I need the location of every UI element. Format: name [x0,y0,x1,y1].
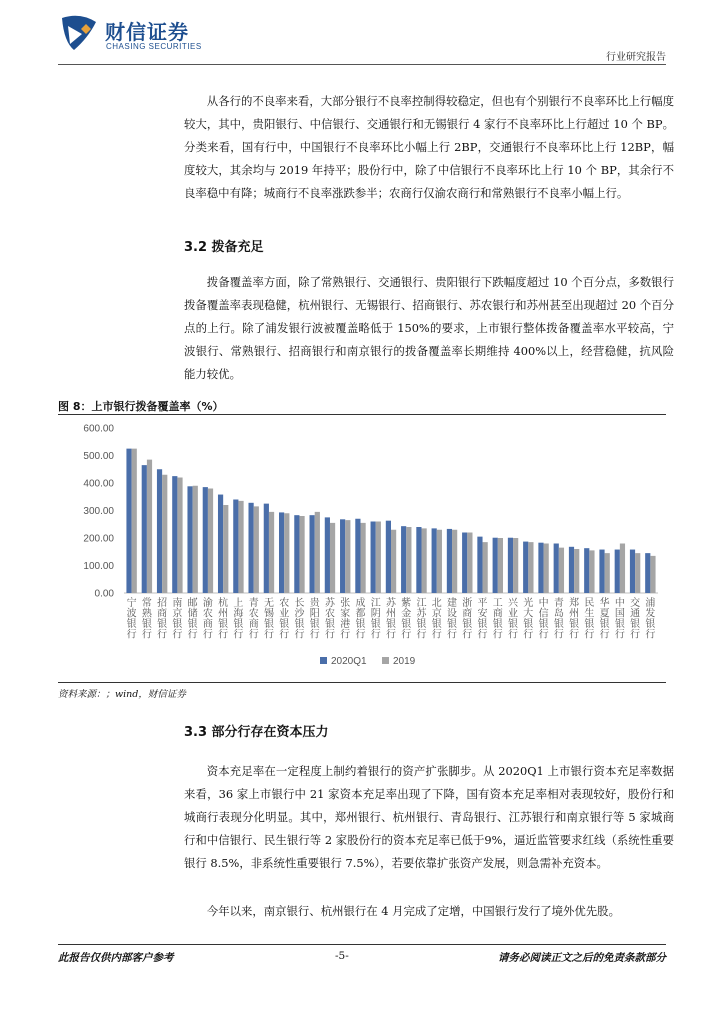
x-tick-label: 平安银行 [477,598,488,641]
bar-2020q1 [157,469,162,593]
bar-2019 [452,530,457,593]
x-tick-label: 贵阳银行 [309,598,320,641]
bar-2020q1 [493,538,498,593]
bar-2020q1 [432,528,437,593]
bar-2019 [315,512,320,593]
paragraph-capital-raising: 今年以来，南京银行、杭州银行在 4 月完成了定增，中国银行发行了境外优先股。 [206,904,620,918]
bar-2020q1 [310,515,315,593]
x-tick-label: 交通银行 [630,598,641,641]
bar-2019 [238,501,243,593]
x-tick-label: 工商银行 [492,598,503,641]
x-tick-label: 邮储银行 [187,598,198,641]
report-type-label: 行业研究报告 [606,52,666,63]
bar-2020q1 [325,517,330,593]
bar-2019 [147,460,152,593]
bar-2020q1 [569,547,574,593]
bar-2020q1 [187,486,192,593]
bar-2019 [208,489,213,594]
bar-2020q1 [142,465,147,593]
section-heading-provision: 3.2 拨备充足 [184,240,264,255]
paragraph-capital-adequacy: 资本充足率在一定程度上制约着银行的资产扩张脚步。从 2020Q1 上市银行资本充足率数据来看，36 家上市银行中 21 家资本充足率出现了下降，国有资本充足率相对表现较好，股份行和城商行表现分化明显。其中，郑州银行、杭州银行、青岛银行、江苏银行和南京银行等 5 家城商行和中信银行、民生银行等 2 家股份行的资本充足率已低于9%，逼近监管要求红线（系统性重要银行 8.5%，非系统性重要银行 7.5%），若要依靠扩张资产发展，则急需补充资本。 [184,764,674,870]
x-tick-label: 渝农商行 [202,598,213,641]
bar-2020q1 [599,550,604,593]
bar-2019 [269,512,274,593]
header-divider [58,64,666,65]
x-tick-label: 南京银行 [172,598,183,641]
footer-divider [58,944,666,945]
x-tick-label: 张家港行 [340,598,351,641]
bar-2019 [528,542,533,593]
bar-2019 [254,506,259,593]
x-tick-label: 北京银行 [431,598,442,641]
bar-2020q1 [584,548,589,593]
bar-2020q1 [203,487,208,593]
footer-disclaimer: 此报告仅供内部客户参考 [58,952,174,964]
x-tick-label: 兴业银行 [508,598,519,641]
figure-source: 资料来源：；wind，财信证券 [58,689,186,700]
legend-swatch-2019 [382,657,389,664]
bar-2019 [177,478,182,594]
x-tick-label: 长沙银行 [294,598,305,641]
bar-2020q1 [386,521,391,593]
bar-2020q1 [477,537,482,593]
bar-2019 [635,553,640,593]
bar-2019 [605,553,610,593]
x-tick-label: 江阴银行 [370,598,381,641]
x-tick-label: 中信银行 [538,598,549,641]
bar-2020q1 [264,504,269,593]
bar-2019 [132,449,137,593]
bar-2020q1 [447,529,452,593]
x-tick-label: 无锡银行 [263,598,274,641]
bar-2020q1 [248,503,253,593]
bar-2019 [299,516,304,593]
x-tick-label: 杭州银行 [218,598,229,641]
section-heading-capital: 3.3 部分行存在资本压力 [184,725,329,740]
bar-2020q1 [554,544,559,594]
bar-2020q1 [538,543,543,593]
x-tick-label: 成都银行 [355,598,366,641]
bar-2019 [544,544,549,594]
bar-2019 [391,530,396,593]
bar-2019 [559,548,564,593]
logo-english-name: CHASING SECURITIES [106,42,202,51]
bar-2019 [513,538,518,593]
bar-2020q1 [371,522,376,594]
bar-2020q1 [279,512,284,593]
bar-2019 [193,486,198,593]
x-tick-label: 建设银行 [447,598,458,641]
bar-2020q1 [294,515,299,593]
x-tick-label: 上海银行 [233,598,244,641]
bar-2019 [620,544,625,594]
x-tick-label: 中国银行 [614,598,625,641]
bar-2020q1 [630,550,635,593]
bar-2020q1 [172,476,177,593]
bar-2019 [330,523,335,593]
x-tick-label: 招商银行 [157,598,168,641]
y-tick-label: 500.00 [83,451,114,462]
x-tick-label: 浦发银行 [645,598,656,641]
bar-2019 [406,527,411,593]
x-tick-label: 浙商银行 [462,598,473,641]
bar-2019 [437,530,442,593]
footer-terms-notice: 请务必阅读正文之后的免责条款部分 [498,952,666,964]
bar-2020q1 [218,495,223,593]
figure-top-divider [58,414,666,415]
y-tick-label: 200.00 [83,533,114,545]
y-tick-label: 400.00 [83,478,114,490]
bar-2019 [162,475,167,593]
bar-2019 [376,522,381,594]
legend-label-2019: 2019 [393,656,416,667]
bar-2020q1 [645,553,650,593]
bar-2020q1 [233,500,238,594]
bar-2019 [650,556,655,593]
bar-2020q1 [462,533,467,594]
bar-2019 [483,542,488,593]
bar-2019 [589,550,594,593]
logo-chinese-name: 财信证券 [105,20,189,44]
x-tick-label: 宁波银行 [126,598,137,641]
figure-title: 图 8：上市银行拨备覆盖率（%） [58,400,224,413]
x-tick-label: 青岛银行 [553,598,564,641]
paragraph-provision-coverage: 拨备覆盖率方面，除了常熟银行、交通银行、贵阳银行下跌幅度超过 10 个百分点，多数银行拨备覆盖率表现稳健，杭州银行、无锡银行、招商银行、苏农银行和苏州甚至出现超过 20 个百分点的上行。除了浦发银行波被覆盖略低于 150%的要求，上市银行整体拨备覆盖率水平较高，宁波银行、常熟银行、招商银行和南京银行的拨备覆盖率长期维持 400%以上，经营稳健，抗风险能力较优。 [184,275,674,381]
x-tick-label: 民生银行 [584,598,595,641]
y-tick-label: 600.00 [83,423,114,435]
x-tick-label: 苏州银行 [386,598,396,641]
bar-2019 [422,528,427,593]
y-tick-label: 300.00 [83,506,114,517]
logo-mark-icon [58,14,100,54]
bar-2020q1 [508,538,513,593]
bar-2019 [223,505,228,593]
x-tick-label: 郑州银行 [569,598,580,641]
x-tick-label: 常熟银行 [141,598,152,641]
x-tick-label: 农业银行 [279,598,290,641]
company-logo [58,14,208,58]
x-tick-label: 华夏银行 [599,598,610,641]
x-tick-label: 光大银行 [523,598,534,641]
page-number: -5- [335,950,349,962]
bar-2019 [467,533,472,594]
paragraph-npl-analysis: 从各行的不良率来看，大部分银行不良率控制得较稳定，但也有个别银行不良率环比上行幅度较大，其中，贵阳银行、中信银行、交通银行和无锡银行 4 家行不良率环比上行超过 10 个 BP。分类来看，国有行中，中国银行不良率环比小幅上行 2BP，交通银行不良率环比上行 12BP，幅度较大，其余均与 2019 年持平；股份行中，除了中信银行不良率环比上行 10 个 BP，其余行不良率稳中有降；城商行不良率涨跌参半；农商行仅渝农商行和常熟银行不良率小幅上行。 [184,94,674,200]
legend-label-2020q1: 2020Q1 [331,656,367,667]
bar-2019 [498,538,503,593]
bar-2019 [284,513,289,593]
figure-bottom-divider [58,682,666,683]
bar-2020q1 [340,519,345,593]
provision-coverage-chart [58,416,666,680]
y-tick-label: 0.00 [94,588,114,600]
bar-2020q1 [355,519,360,593]
bar-2019 [574,549,579,593]
bar-2019 [360,523,365,593]
bar-2020q1 [126,449,131,593]
x-tick-label: 青农商行 [248,598,259,641]
x-tick-label: 紫金银行 [401,598,412,641]
bar-2020q1 [401,526,406,593]
bar-2020q1 [615,550,620,593]
y-tick-label: 100.00 [83,561,114,572]
x-tick-label: 苏农银行 [324,598,335,641]
bar-2020q1 [523,542,528,593]
legend-swatch-2020q1 [320,657,327,664]
bar-2019 [345,520,350,593]
bar-2020q1 [416,527,421,593]
x-tick-label: 江苏银行 [416,598,427,641]
